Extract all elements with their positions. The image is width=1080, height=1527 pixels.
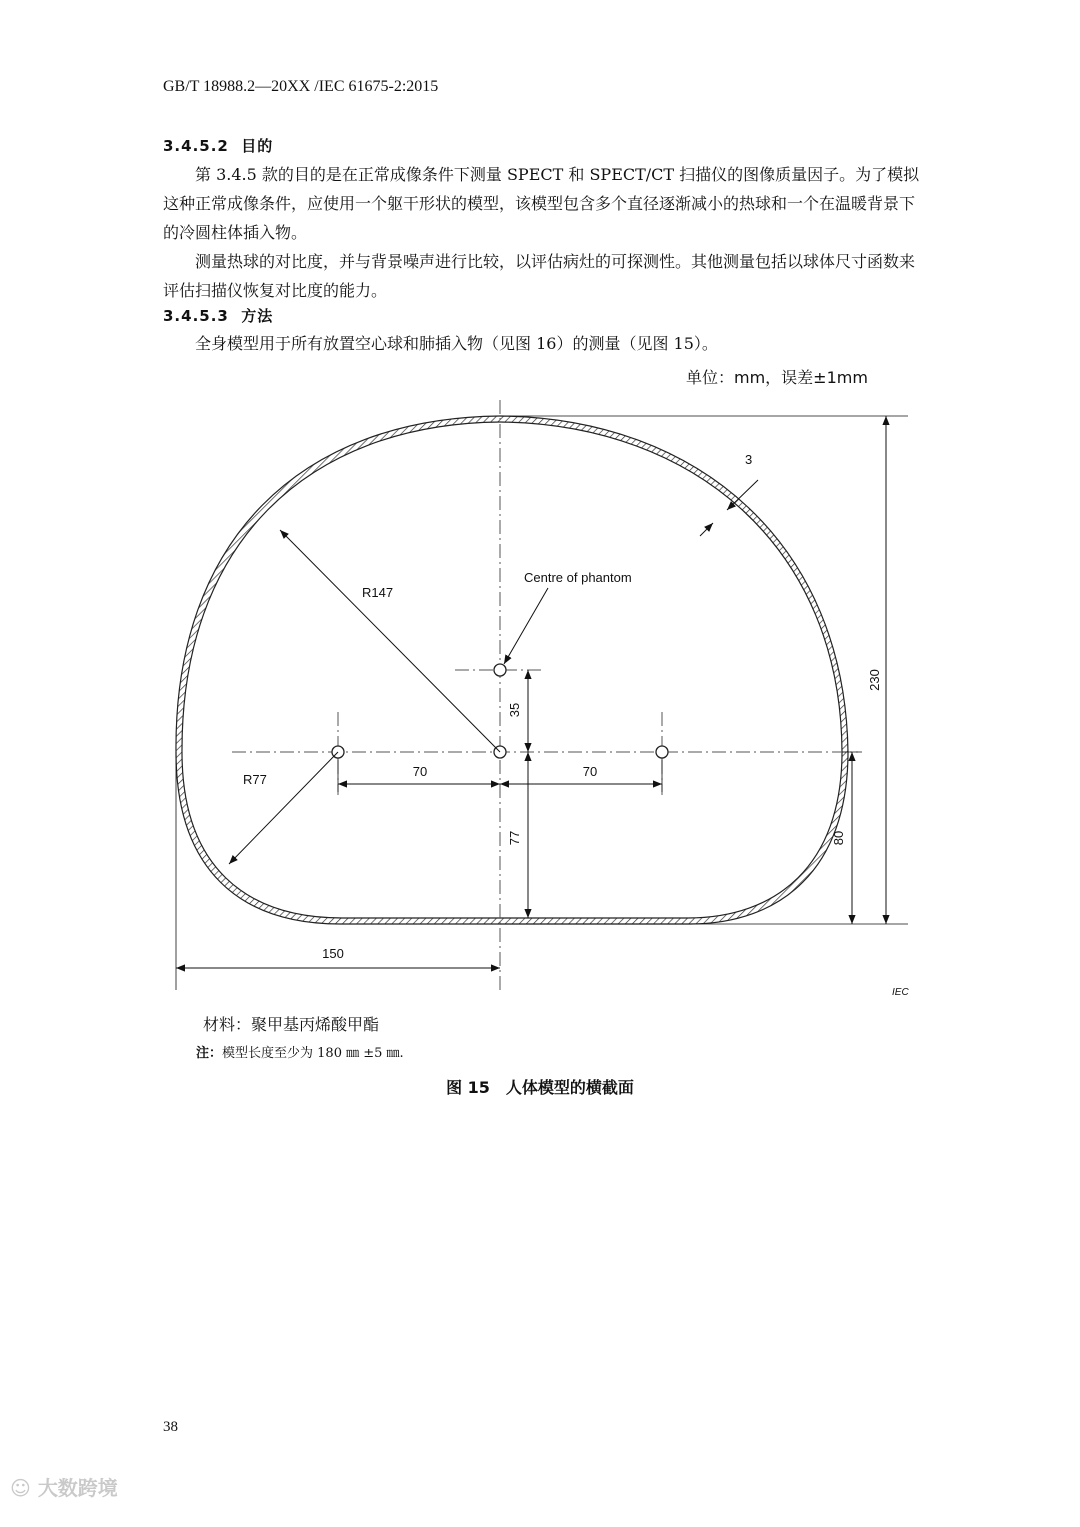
phantom-cross-section-drawing [150, 395, 930, 1005]
figure-caption: 图 15 人体模型的横截面 [446, 1078, 634, 1097]
dim-70-left-label: 70 [412, 764, 428, 779]
page-number: 38 [163, 1419, 178, 1435]
centre-label: Centre of phantom [524, 570, 632, 585]
thickness-label: 3 [745, 452, 753, 467]
iec-mark: IEC [892, 987, 909, 998]
note-text: 模型长度至少为 180 ㎜ ±5 ㎜. [222, 1046, 404, 1061]
watermark-logo-icon: ☺ [10, 1476, 38, 1500]
watermark-text: 大数跨境 [37, 1476, 118, 1500]
length-note [196, 1042, 404, 1061]
unit-note: 单位：mm，误差±1mm [686, 368, 868, 387]
centre-leader [504, 588, 548, 664]
phantom-figure [150, 395, 930, 1009]
section-heading-method [163, 305, 273, 326]
thickness-arrow-in [700, 523, 713, 536]
section-title: 目的 [241, 137, 274, 155]
dim-150-label: 150 [322, 946, 344, 961]
section-number: 3.4.5.3 [163, 307, 229, 325]
document-header: GB/T 18988.2—20XX /IEC 61675-2:2015 [163, 78, 439, 95]
dim-35-label: 35 [507, 702, 522, 718]
sphere-right [656, 746, 668, 758]
section-title: 方法 [241, 307, 274, 325]
paragraph: 测量热球的对比度，并与背景噪声进行比较，以评估病灶的可探测性。其他测量包括以球体尺寸函数来评估扫描仪恢复对比度的能力。 [163, 252, 916, 300]
paragraph: 全身模型用于所有放置空心球和肺插入物（见图 16）的测量（见图 15）。 [195, 334, 718, 353]
dim-230-label: 230 [867, 669, 882, 691]
r77-leader [229, 752, 338, 864]
r147-leader [280, 530, 500, 752]
r77-label: R77 [243, 772, 267, 787]
purpose-paragraphs [163, 160, 923, 305]
dim-77-label: 77 [507, 830, 522, 846]
method-paragraph [163, 329, 923, 358]
dim-70-right-label: 70 [582, 764, 598, 779]
watermark [10, 1472, 118, 1501]
dim-80-label: 80 [831, 830, 846, 846]
note-label: 注： [196, 1046, 223, 1061]
section-number: 3.4.5.2 [163, 137, 229, 155]
r147-label: R147 [362, 585, 394, 600]
phantom-centre-marker [494, 664, 506, 676]
section-heading-purpose [163, 135, 273, 156]
material-note: 材料：聚甲基丙烯酸甲酯 [203, 1015, 380, 1034]
paragraph: 第 3.4.5 款的目的是在正常成像条件下测量 SPECT 和 SPECT/CT 扫描仪的图像质量因子。为了模拟这种正常成像条件，应使用一个躯干形状的模型，该模型包含多个直径逐渐减小的热球和一个在温暖背景下的冷圆柱体插入物。 [163, 165, 920, 242]
